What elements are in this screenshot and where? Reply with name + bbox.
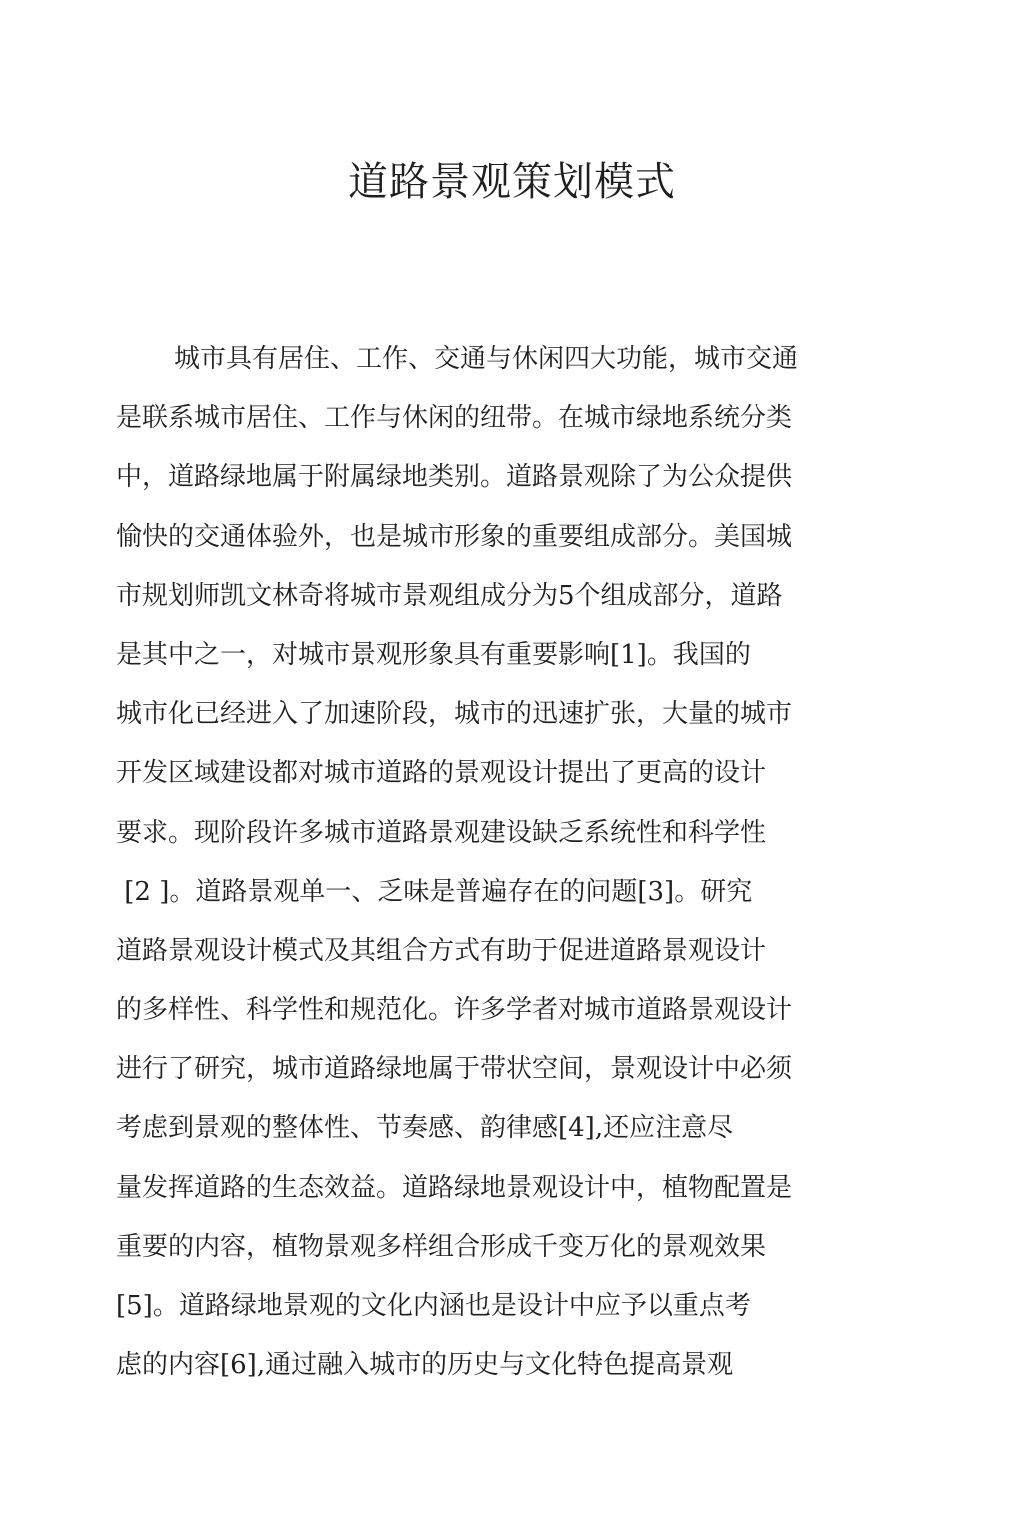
text-line: 城市化已经进入了加速阶段，城市的迅速扩张，大量的城市 [116, 699, 793, 730]
text-line: 的多样性、科学性和规范化。许多学者对城市道路景观设计 [116, 995, 793, 1026]
text-line: 愉快的交通体验外，也是城市形象的重要组成部分。美国城 [116, 521, 793, 552]
text-line: 虑的内容[6],通过融入城市的历史与文化特色提高景观 [116, 1350, 734, 1381]
text-line: 城市具有居住、工作、交通与休闲四大功能，城市交通 [174, 344, 799, 374]
text-line: 市规划师凯文林奇将城市景观组成分为5个组成部分，道路 [116, 580, 783, 611]
text-line: 重要的内容，植物景观多样组合形成千变万化的景观效果 [116, 1231, 767, 1262]
text-line: [5]。道路绿地景观的文化内涵也是设计中应予以重点考 [116, 1291, 751, 1321]
body-paragraph [116, 330, 876, 1395]
text-line: 量发挥道路的生态效益。道路绿地景观设计中，植物配置是 [116, 1172, 793, 1203]
document-title: 道路景观策划模式 [348, 159, 676, 205]
text-line: 进行了研究，城市道路绿地属于带状空间，景观设计中必须 [116, 1054, 793, 1085]
text-line: 道路景观设计模式及其组合方式有助于促进道路景观设计 [116, 935, 767, 966]
text-line: 中，道路绿地属于附属绿地类别。道路景观除了为公众提供 [116, 462, 793, 493]
text-line: [2 ]。道路景观单一、乏味是普遍存在的问题[3]。研究 [116, 876, 753, 907]
text-line: 考虑到景观的整体性、节奏感、韵律感[4],还应注意尽 [116, 1113, 734, 1144]
text-line: 要求。现阶段许多城市道路景观建设缺乏系统性和科学性 [116, 817, 767, 848]
text-line: 开发区域建设都对城市道路的景观设计提出了更高的设计 [116, 758, 767, 789]
text-line: 是其中之一，对城市景观形象具有重要影响[1]。我国的 [116, 639, 751, 670]
text-line: 是联系城市居住、工作与休闲的纽带。在城市绿地系统分类 [116, 403, 793, 434]
